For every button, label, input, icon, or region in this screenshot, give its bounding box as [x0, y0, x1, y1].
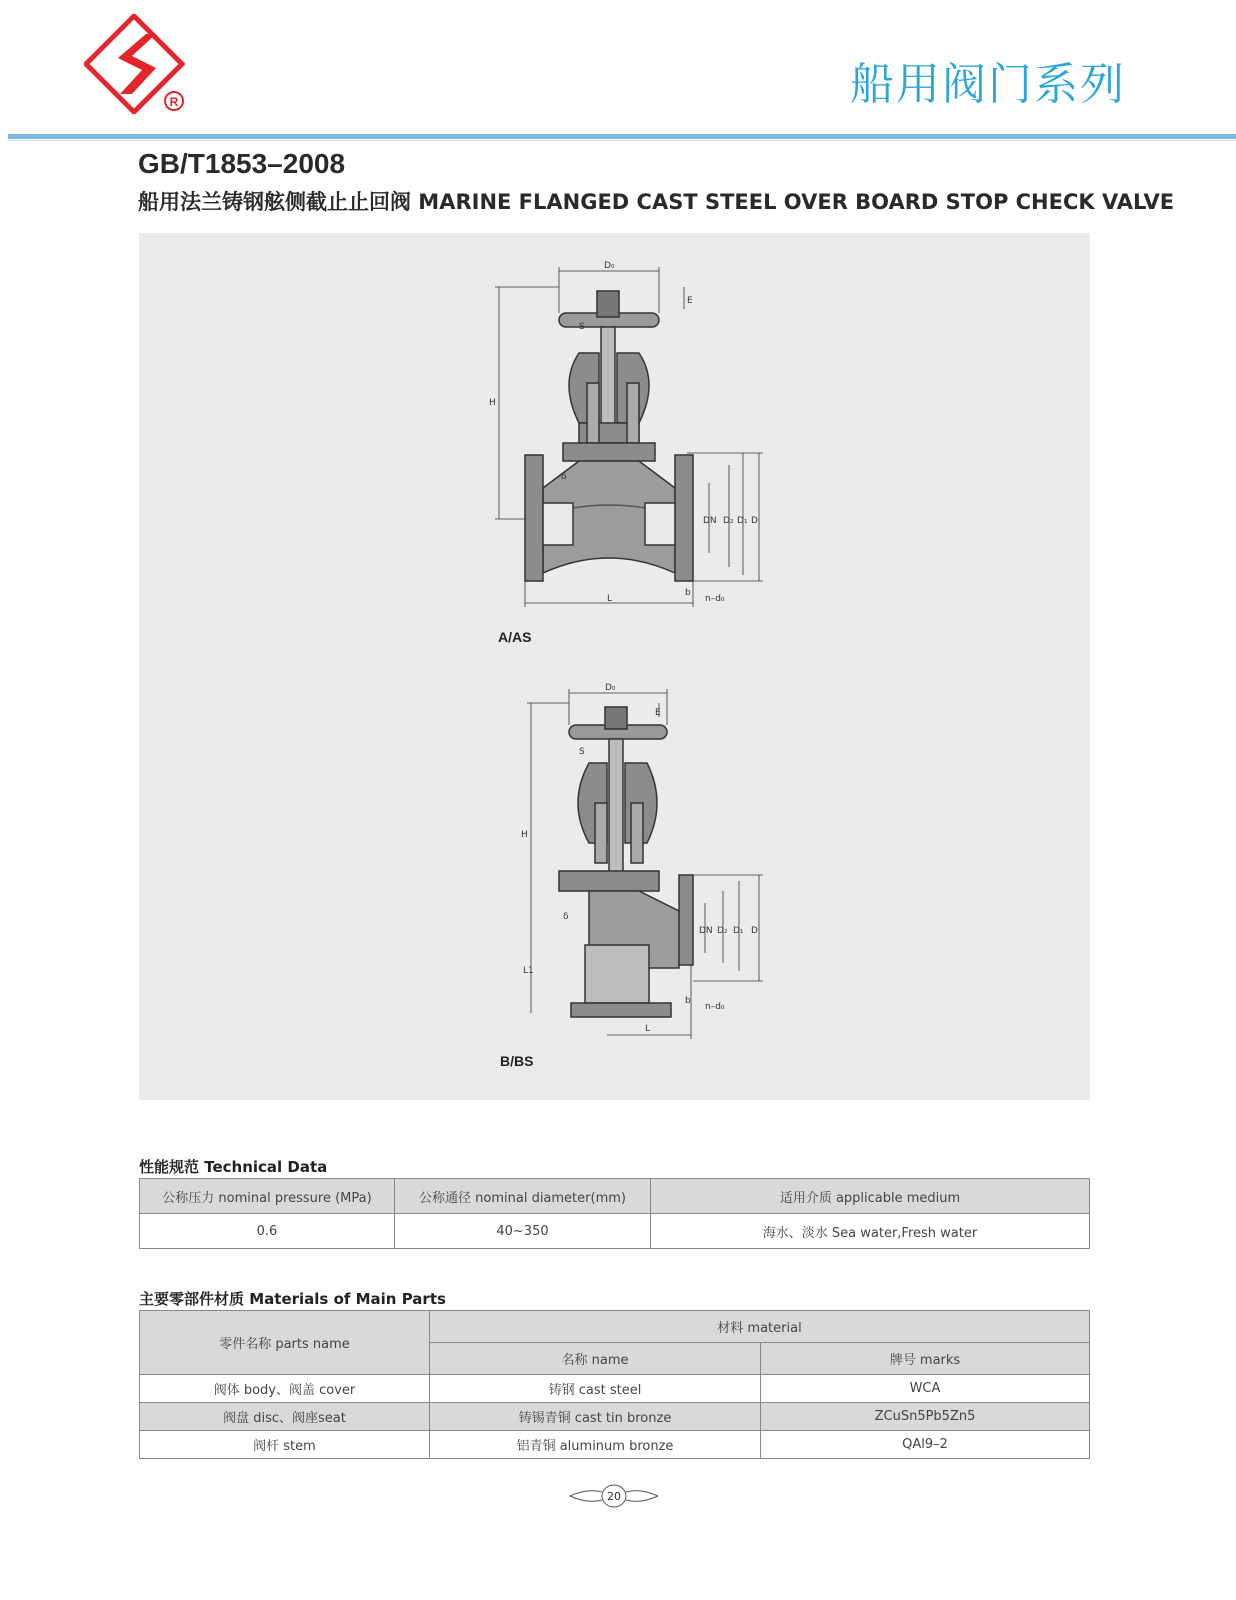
table-row — [140, 1403, 1090, 1431]
dim-a-d0: D₀ — [604, 261, 615, 271]
material-name: 铸钢 cast steel — [430, 1375, 761, 1403]
technical-data-table — [139, 1178, 1090, 1249]
dim-b-d0: D₀ — [605, 683, 616, 693]
page-number-badge — [568, 1482, 660, 1510]
dim-a-s: S — [579, 322, 585, 332]
materials-heading: 主要零部件材质 Materials of Main Parts — [139, 1290, 446, 1308]
dim-a-d2: D₂ — [723, 516, 734, 526]
dim-b-s: S — [579, 747, 585, 757]
table-row — [140, 1431, 1090, 1459]
dim-a-nd0: n–d₀ — [705, 594, 725, 604]
dim-b-d1: D₁ — [733, 926, 744, 936]
materials-header-name: 名称 name — [430, 1343, 761, 1375]
material-mark: QAl9–2 — [761, 1431, 1090, 1459]
dim-a-d1: D₁ — [737, 516, 748, 526]
product-title: 船用法兰铸钢舷侧截止止回阀 MARINE FLANGED CAST STEEL OVER BOARD STOP CHECK VALVE — [138, 190, 1175, 214]
tech-header-diameter: 公称通径 nominal diameter(mm) — [395, 1179, 651, 1214]
company-logo — [84, 14, 194, 114]
material-part: 阀体 body、阀盖 cover — [140, 1375, 430, 1403]
tech-pressure-value: 0.6 — [140, 1214, 395, 1249]
table-row — [140, 1375, 1090, 1403]
dim-a-l: L — [607, 594, 613, 604]
tech-diameter-value: 40~350 — [395, 1214, 651, 1249]
variant-b-label: B/BS — [500, 1053, 534, 1069]
dim-b-dn: DN — [699, 926, 713, 936]
dim-b-delta: δ — [563, 912, 569, 922]
dim-b-h: H — [521, 830, 528, 840]
drawing-a — [525, 291, 693, 581]
header-rule — [8, 134, 1236, 139]
tech-header-pressure: 公称压力 nominal pressure (MPa) — [140, 1179, 395, 1214]
header-rule-thin — [8, 140, 1236, 141]
dim-b-d2: D₂ — [717, 926, 728, 936]
tech-medium-value: 海水、淡水 Sea water,Fresh water — [651, 1214, 1090, 1249]
dim-b-l1: L1 — [523, 966, 534, 976]
materials-header-row — [140, 1311, 1090, 1343]
table-row — [140, 1214, 1090, 1249]
dim-a-d: D — [751, 516, 758, 526]
material-mark: WCA — [761, 1375, 1090, 1403]
material-part: 阀杆 stem — [140, 1431, 430, 1459]
technical-data-heading: 性能规范 Technical Data — [139, 1158, 328, 1176]
series-brand-text: 船用阀门系列 — [850, 59, 1126, 110]
dim-a-e: E — [687, 296, 693, 306]
standard-number: GB/T1853–2008 — [138, 148, 346, 179]
valve-drawings — [139, 233, 1090, 1100]
materials-header-parts: 零件名称 parts name — [140, 1311, 430, 1375]
dim-b-e: E — [655, 708, 661, 718]
registered-mark: R — [169, 95, 179, 109]
dim-b-l: L — [645, 1024, 651, 1034]
dim-a-dn: DN — [703, 516, 717, 526]
material-part: 阀盘 disc、阀座seat — [140, 1403, 430, 1431]
materials-header-material: 材料 material — [430, 1311, 1090, 1343]
material-mark: ZCuSn5Pb5Zn5 — [761, 1403, 1090, 1431]
dim-a-b: b — [685, 588, 691, 598]
tech-header-medium: 适用介质 applicable medium — [651, 1179, 1090, 1214]
variant-a-label: A/AS — [498, 629, 532, 645]
page-number: 20 — [607, 1490, 621, 1503]
dim-b-nd0: n–d₀ — [705, 1002, 725, 1012]
technical-data-header-row — [140, 1179, 1090, 1214]
dim-a-delta: δ — [561, 472, 567, 482]
materials-table — [139, 1310, 1090, 1459]
dim-a-h: H — [489, 398, 496, 408]
materials-header-marks: 牌号 marks — [761, 1343, 1090, 1375]
material-name: 铝青铜 aluminum bronze — [430, 1431, 761, 1459]
dim-b-d: D — [751, 926, 758, 936]
material-name: 铸锡青铜 cast tin bronze — [430, 1403, 761, 1431]
valve-drawing-panel — [139, 233, 1090, 1100]
dim-b-b: b — [685, 996, 691, 1006]
